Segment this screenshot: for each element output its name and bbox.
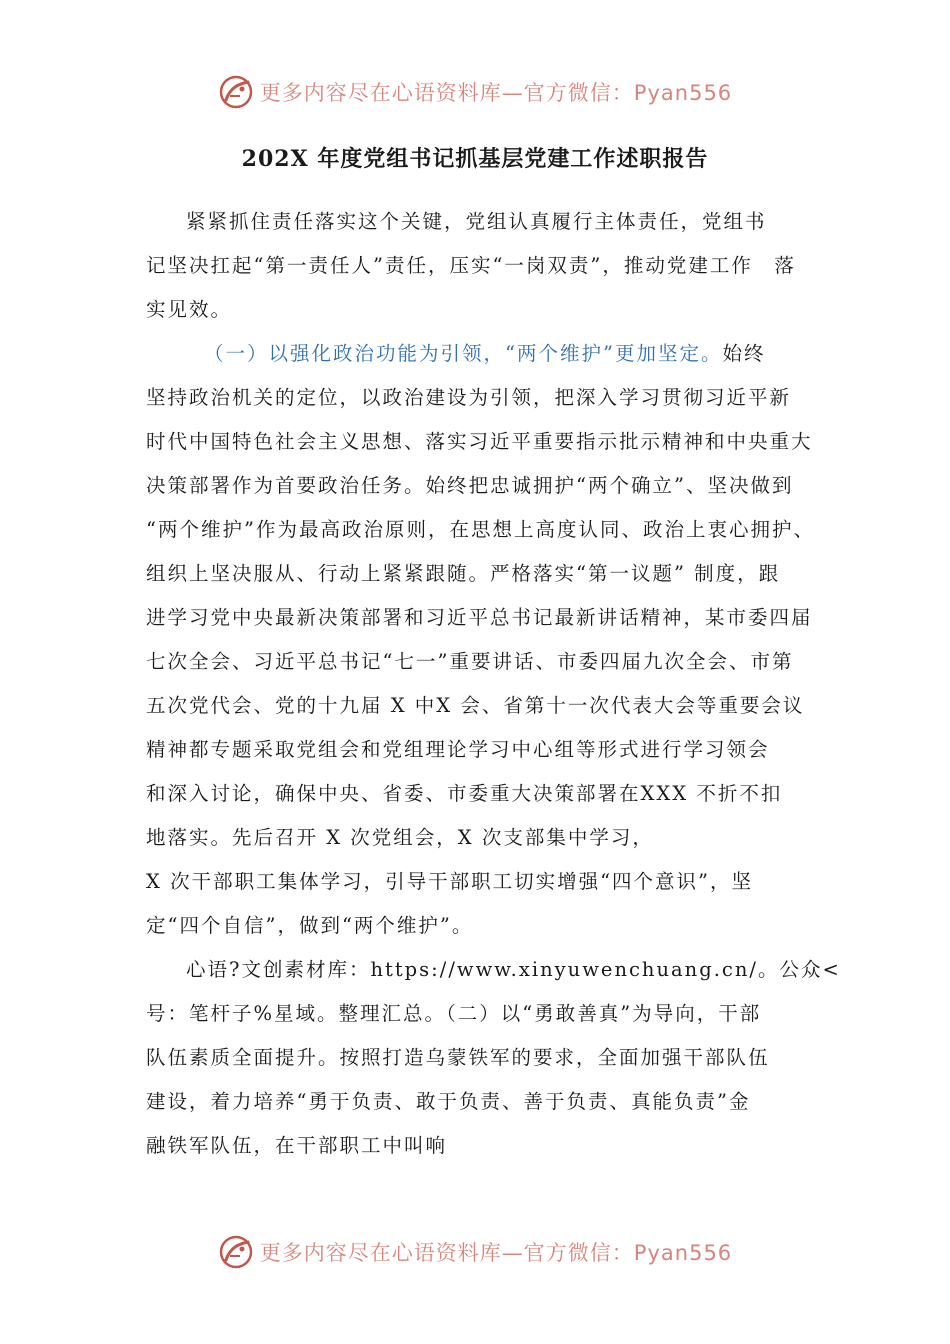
para1-line: 记坚决扛起“第一责任人”责任，压实“一岗双责”，推动党建工作 落	[146, 254, 796, 277]
seal-logo-icon	[218, 1234, 254, 1270]
section1-heading: （一）以强化政治功能为引领，“两个维护”更加坚定。	[204, 342, 723, 365]
section1-line: 和深入讨论，确保中央、省委、市委重大决策部署在XXX 不折不扣	[146, 782, 783, 805]
document-title: 202X 年度党组书记抓基层党建工作述职报告	[241, 146, 709, 172]
section1-line: 五次党代会、党的十九届 X 中X 会、省第十一次代表大会等重要会议	[146, 694, 805, 717]
section1-line: 时代中国特色社会主义思想、落实习近平重要指示批示精神和中央重大	[146, 430, 813, 453]
section1-line: 定“四个自信”，做到“两个维护”。	[146, 914, 474, 937]
section1-line: X 次干部职工集体学习，引导干部职工切实增强“四个意识”，坚	[146, 870, 754, 893]
section1-line: 进学习党中央最新决策部署和习近平总书记最新讲话精神，某市委四届	[146, 606, 813, 629]
para3-line: 队伍素质全面提升。按照打造乌蒙铁军的要求，全面加强干部队伍	[146, 1046, 770, 1069]
section1-heading-tail: 始终	[722, 342, 766, 365]
document-body	[146, 200, 841, 1168]
section1-line: 精神都专题采取党组会和党组理论学习中心组等形式进行学习领会	[146, 738, 770, 761]
banner-text: 更多内容尽在心语资料库—官方微信：Pyan556	[259, 81, 733, 105]
para3-line: 建设，着力培养“勇于负责、敢于负责、善于负责、真能负责”金	[146, 1090, 751, 1113]
para1-line: 实见效。	[146, 298, 233, 321]
para3-line: 号：笔杆子%星域。整理汇总。（二）以“勇敢善真”为导向，干部	[146, 1002, 762, 1025]
para3-line: 心语?文创素材库：https://www.xinyuwenchuang.cn/。公众<	[186, 958, 841, 981]
seal-logo-icon	[218, 74, 254, 110]
section1-heading-line	[146, 332, 826, 376]
section1-line: 决策部署作为首要政治任务。始终把忠诚拥护“两个确立”、坚决做到	[146, 474, 794, 497]
para1-line: 紧紧抓住责任落实这个关键，党组认真履行主体责任，党组书	[186, 210, 767, 233]
footer-banner	[0, 1230, 950, 1274]
banner-text: 更多内容尽在心语资料库—官方微信：Pyan556	[259, 1241, 733, 1265]
section1-line: “两个维护”作为最高政治原则，在思想上高度认同、政治上衷心拥护、	[146, 518, 815, 541]
header-banner	[0, 70, 950, 114]
section1-line: 组织上坚决服从、行动上紧紧跟随。严格落实“第一议题” 制度，跟	[146, 562, 781, 585]
section1-line: 七次全会、习近平总书记“七一”重要讲话、市委四届九次全会、市第	[146, 650, 794, 673]
section1-line: 地落实。先后召开 X 次党组会，X 次支部集中学习，	[146, 826, 654, 849]
section1-line: 坚持政治机关的定位，以政治建设为引领，把深入学习贯彻习近平新	[146, 386, 792, 409]
para3-line: 融铁军队伍，在干部职工中叫响	[146, 1134, 448, 1157]
